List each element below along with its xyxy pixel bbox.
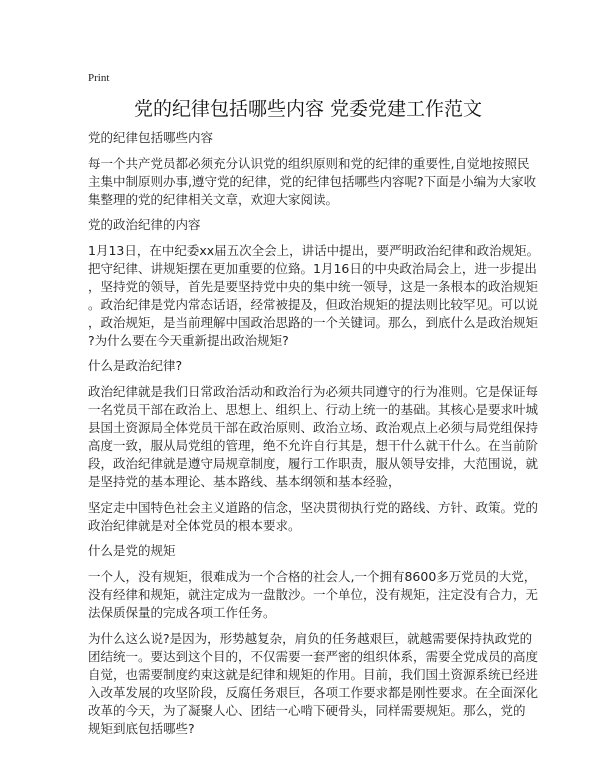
paragraph-line: 坚定走中国特色社会主义道路的信念，坚决贯彻执行党的路线、方针、政策。党的 — [88, 500, 539, 515]
document-body — [88, 129, 540, 738]
paragraph-line: 段，政治纪律就是遵守局规章制度，履行工作职责，服从领导安排，大范围说，就 — [88, 456, 539, 471]
paragraph-line: 高度一致，服从局党组的管理，绝不允许自行其是，想干什么就干什么。在当前阶 — [88, 438, 539, 453]
paragraph-line: 把守纪律、讲规矩摆在更加重要的位臵。1月16日的中央政治局会上，进一步提出 — [88, 261, 537, 276]
paragraph — [88, 383, 539, 491]
paragraph — [88, 630, 539, 738]
paragraph — [88, 155, 537, 209]
paragraph — [88, 568, 539, 622]
section-heading: 党的纪律包括哪些内容 — [88, 130, 214, 145]
print-label: Print — [88, 72, 110, 84]
paragraph-line: 1月13日，在中纪委xx届五次全会上，讲话中提出，要严明政治纪律和政治规矩。 — [88, 243, 540, 258]
paragraph-line: 是坚持党的基本理论、基本路线、基本纲领和基本经验， — [88, 474, 401, 489]
paragraph-line: 一名党员干部在政治上、思想上、组织上、行动上统一的基础。其核心是要求叶城 — [88, 402, 539, 417]
section-heading: 什么是党的规矩 — [88, 543, 176, 558]
paragraph-line: 没有经律和规矩，就注定成为一盘散沙。一个单位，没有规矩，注定没有合力，无 — [88, 587, 539, 602]
paragraph-line: 法保质保量的完成各项工作任务。 — [88, 605, 276, 620]
paragraph-line: 政治纪律就是我们日常政治活动和政治行为必须共同遵守的行为准则。它是保证每 — [88, 384, 539, 399]
paragraph-line: 县国土资源局全体党员干部在政治原则、政治立场、政治观点上必须与局党组保持 — [88, 420, 539, 435]
document-title: 党的纪律包括哪些内容 党委党建工作范文 — [133, 98, 483, 120]
paragraph-line: 自觉，也需要制度约束这就是纪律和规矩的作用。目前，我们国土资源系统已经进 — [88, 667, 539, 682]
paragraph-line: 规矩到底包括哪些? — [88, 721, 195, 736]
paragraph-line: ，坚持党的领导，首先是要坚持党中央的集中统一领导，这是一条根本的政治规矩 — [88, 279, 539, 294]
section-heading: 什么是政治纪律? — [88, 358, 183, 373]
section-heading: 党的政治纪律的内容 — [88, 217, 201, 232]
paragraph-line: 。政治纪律是党内常态话语，经常被提及，但政治规矩的提法则比较罕见。可以说 — [88, 297, 539, 312]
paragraph-line: 政治纪律就是对全体党员的根本要求。 — [88, 518, 301, 533]
paragraph-line: ，政治规矩，是当前理解中国政治思路的一个关键词。那么，到底什么是政治规矩 — [88, 315, 539, 330]
paragraph-line: 一个人，没有规矩，很难成为一个合格的社会人,一个拥有8600多万党员的大党， — [88, 569, 537, 584]
paragraph-line: 每一个共产党员都必须充分认识党的组织原则和党的纪律的重要性,自觉地按照民 — [88, 156, 530, 171]
paragraph-line: 为什么这么说?是因为，形势越复杂，肩负的任务越艰巨，就越需要保持执政党的 — [88, 631, 533, 646]
paragraph-line: 主集中制原则办事,遵守党的纪律，党的纪律包括哪些内容呢?下面是小编为大家收 — [88, 174, 537, 189]
paragraph-line: 团结统一。要达到这个目的，不仅需要一套严密的组织体系，需要全党成员的高度 — [88, 649, 539, 664]
paragraph-line: 入改革发展的攻坚阶段，反腐任务艰巨，各项工作要求都是刚性要求。在全面深化 — [88, 685, 539, 700]
paragraph-line: ?为什么要在今天重新提出政治规矩? — [88, 333, 289, 348]
paragraph — [88, 499, 539, 535]
paragraph — [88, 242, 540, 350]
paragraph-line: 改革的今天，为了凝聚人心、团结一心啃下硬骨头，同样需要规矩。那么，党的 — [88, 703, 526, 718]
paragraph-line: 集整理的党的纪律相关文章，欢迎大家阅读。 — [88, 192, 339, 207]
